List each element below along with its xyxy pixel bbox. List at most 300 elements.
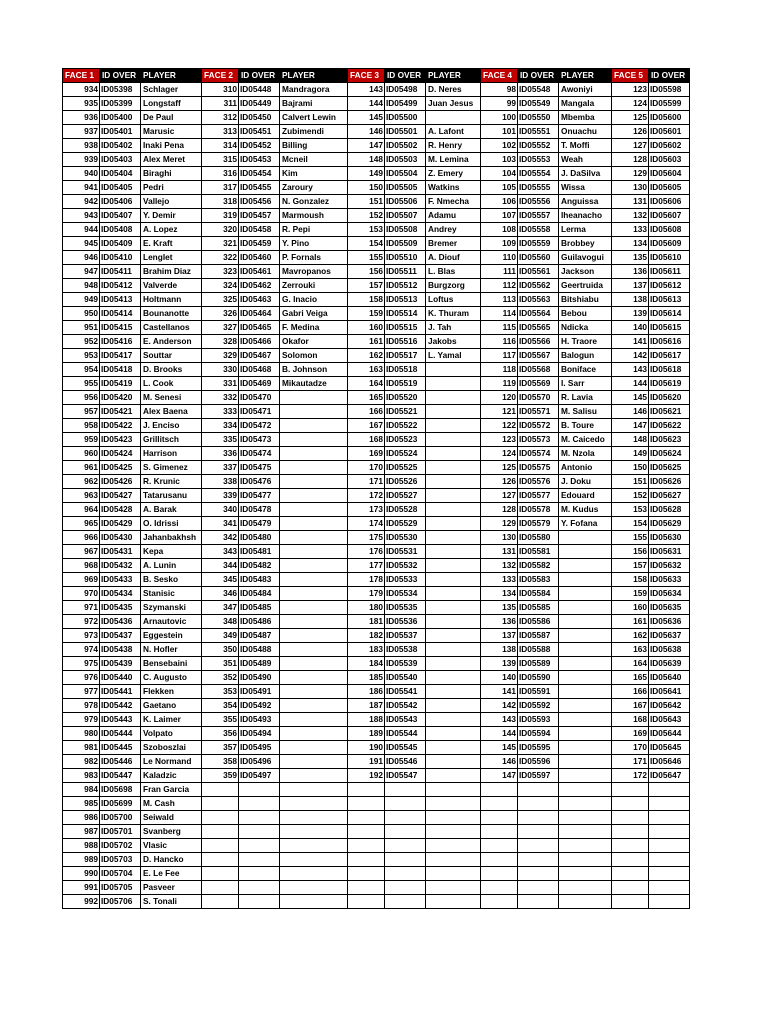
player-cell: Zerrouki <box>280 279 348 293</box>
id-over-cell: ID05612 <box>649 279 690 293</box>
id-over-cell: ID05435 <box>100 601 141 615</box>
id-over-cell: ID05488 <box>239 643 280 657</box>
id-over-cell: ID05614 <box>649 307 690 321</box>
id-over-cell: ID05468 <box>239 363 280 377</box>
id-over-cell: ID05429 <box>100 517 141 531</box>
player-cell: Alex Baena <box>141 405 202 419</box>
face-number-cell: 152 <box>612 489 649 503</box>
face-number-cell <box>481 825 518 839</box>
id-over-cell: ID05502 <box>385 139 426 153</box>
player-cell: O. Idrissi <box>141 517 202 531</box>
face-number-cell: 127 <box>481 489 518 503</box>
face-number-cell: 131 <box>481 545 518 559</box>
id-over-cell <box>239 853 280 867</box>
face-number-cell: 945 <box>63 237 100 251</box>
player-cell: Svanberg <box>141 825 202 839</box>
face-number-cell: 182 <box>348 629 385 643</box>
table-row <box>63 601 690 615</box>
table-row <box>63 167 690 181</box>
player-cell: Volpato <box>141 727 202 741</box>
player-cell: Juan Jesus <box>426 97 481 111</box>
face-number-cell: 191 <box>348 755 385 769</box>
id-over-cell: ID05582 <box>518 559 559 573</box>
id-over-cell: ID05407 <box>100 209 141 223</box>
id-over-cell: ID05506 <box>385 195 426 209</box>
player-cell: Andrey <box>426 223 481 237</box>
face-number-cell: 948 <box>63 279 100 293</box>
player-cell <box>426 433 481 447</box>
face-number-cell: 158 <box>612 573 649 587</box>
id-over-cell: ID05572 <box>518 419 559 433</box>
face-number-cell: 131 <box>612 195 649 209</box>
table-row <box>63 125 690 139</box>
player-cell <box>426 517 481 531</box>
face-number-cell: 958 <box>63 419 100 433</box>
id-over-cell: ID05482 <box>239 559 280 573</box>
face-number-cell: 972 <box>63 615 100 629</box>
player-cell: Edouard <box>559 489 612 503</box>
player-cell: Burgzorg <box>426 279 481 293</box>
face-number-cell: 162 <box>348 349 385 363</box>
player-cell <box>280 671 348 685</box>
face-number-cell: 144 <box>348 97 385 111</box>
face-number-cell: 188 <box>348 713 385 727</box>
table-row <box>63 153 690 167</box>
face-number-cell: 142 <box>612 349 649 363</box>
id-over-cell: ID05451 <box>239 125 280 139</box>
id-over-cell: ID05444 <box>100 727 141 741</box>
id-over-cell <box>385 783 426 797</box>
player-cell <box>559 741 612 755</box>
face-number-cell: 316 <box>202 167 239 181</box>
player-cell: Mandragora <box>280 83 348 97</box>
id-over-cell: ID05487 <box>239 629 280 643</box>
face-number-cell: 127 <box>612 139 649 153</box>
table-row <box>63 335 690 349</box>
player-cell: Valverde <box>141 279 202 293</box>
face-number-cell <box>481 895 518 909</box>
player-cell <box>426 587 481 601</box>
player-cell: Okafor <box>280 335 348 349</box>
id-over-cell: ID05495 <box>239 741 280 755</box>
face-number-cell: 988 <box>63 839 100 853</box>
player-cell: Kepa <box>141 545 202 559</box>
face-number-cell: 98 <box>481 83 518 97</box>
player-cell <box>426 419 481 433</box>
id-over-cell: ID05493 <box>239 713 280 727</box>
id-over-cell: ID05447 <box>100 769 141 783</box>
player-cell: M. Cash <box>141 797 202 811</box>
id-over-cell: ID05545 <box>385 741 426 755</box>
id-over-cell: ID05464 <box>239 307 280 321</box>
face-number-cell <box>612 825 649 839</box>
face-number-cell: 950 <box>63 307 100 321</box>
id-over-cell <box>518 853 559 867</box>
player-cell: R. Lavia <box>559 391 612 405</box>
table-row <box>63 741 690 755</box>
face-number-cell: 123 <box>612 83 649 97</box>
face-number-cell: 147 <box>481 769 518 783</box>
face-number-cell: 934 <box>63 83 100 97</box>
player-cell <box>280 867 348 881</box>
table-row <box>63 419 690 433</box>
face-number-cell: 145 <box>481 741 518 755</box>
id-over-cell: ID05538 <box>385 643 426 657</box>
player-cell <box>426 601 481 615</box>
player-cell <box>280 727 348 741</box>
player-cell <box>426 363 481 377</box>
player-cell: Iheanacho <box>559 209 612 223</box>
player-cell <box>426 405 481 419</box>
id-over-cell: ID05473 <box>239 433 280 447</box>
face-number-cell: 339 <box>202 489 239 503</box>
id-over-cell: ID05501 <box>385 125 426 139</box>
table-row <box>63 503 690 517</box>
face-number-cell: 342 <box>202 531 239 545</box>
id-over-cell: ID05700 <box>100 811 141 825</box>
player-cell <box>426 671 481 685</box>
table-row <box>63 797 690 811</box>
face-number-cell: 124 <box>481 447 518 461</box>
id-over-cell <box>649 797 690 811</box>
face-number-cell <box>348 783 385 797</box>
id-over-cell: ID05524 <box>385 447 426 461</box>
id-over-cell: ID05550 <box>518 111 559 125</box>
id-over-cell: ID05584 <box>518 587 559 601</box>
id-over-cell: ID05592 <box>518 699 559 713</box>
id-over-cell <box>385 867 426 881</box>
id-over-cell <box>239 797 280 811</box>
table-body <box>63 83 690 909</box>
face-number-cell: 164 <box>612 657 649 671</box>
face-number-cell: 953 <box>63 349 100 363</box>
id-over-cell: ID05472 <box>239 419 280 433</box>
player-cell <box>280 881 348 895</box>
player-cell <box>426 475 481 489</box>
face-number-cell: 169 <box>612 727 649 741</box>
player-cell <box>559 769 612 783</box>
face-number-cell: 135 <box>481 601 518 615</box>
id-over-cell <box>239 811 280 825</box>
face-number-cell: 163 <box>612 643 649 657</box>
id-over-cell <box>239 839 280 853</box>
player-cell: Pasveer <box>141 881 202 895</box>
player-cell: Souttar <box>141 349 202 363</box>
player-cell <box>280 405 348 419</box>
face-number-cell: 946 <box>63 251 100 265</box>
player-cell: Inaki Pena <box>141 139 202 153</box>
id-over-cell: ID05427 <box>100 489 141 503</box>
id-over-cell: ID05409 <box>100 237 141 251</box>
player-cell: Loftus <box>426 293 481 307</box>
table-row <box>63 657 690 671</box>
face-number-cell: 954 <box>63 363 100 377</box>
player-cell: I. Sarr <box>559 377 612 391</box>
face-number-cell: 327 <box>202 321 239 335</box>
face-number-cell: 164 <box>348 377 385 391</box>
face-number-cell: 941 <box>63 181 100 195</box>
id-over-cell: ID05520 <box>385 391 426 405</box>
table-row <box>63 629 690 643</box>
id-over-cell: ID05542 <box>385 699 426 713</box>
id-over-cell: ID05541 <box>385 685 426 699</box>
table-row <box>63 181 690 195</box>
table-row <box>63 867 690 881</box>
face-number-cell: 138 <box>481 643 518 657</box>
player-cell: Szymanski <box>141 601 202 615</box>
player-cell <box>426 461 481 475</box>
face-number-cell <box>481 811 518 825</box>
player-cell: Balogun <box>559 349 612 363</box>
id-over-cell: ID05627 <box>649 489 690 503</box>
id-over-cell <box>518 867 559 881</box>
id-over-cell: ID05413 <box>100 293 141 307</box>
id-over-cell: ID05567 <box>518 349 559 363</box>
id-over-cell <box>385 853 426 867</box>
id-over-cell: ID05470 <box>239 391 280 405</box>
table-row <box>63 223 690 237</box>
id-over-cell: ID05529 <box>385 517 426 531</box>
id-over-cell <box>518 895 559 909</box>
face-number-cell: 965 <box>63 517 100 531</box>
id-over-cell <box>649 881 690 895</box>
id-over-cell: ID05568 <box>518 363 559 377</box>
face-number-cell: 147 <box>612 419 649 433</box>
id-over-cell: ID05551 <box>518 125 559 139</box>
face-number-cell: 140 <box>481 671 518 685</box>
face-number-cell: 181 <box>348 615 385 629</box>
player-cell: Lerma <box>559 223 612 237</box>
face-number-cell: 171 <box>348 475 385 489</box>
table-row <box>63 97 690 111</box>
id-over-cell: ID05419 <box>100 377 141 391</box>
id-over-cell: ID05401 <box>100 125 141 139</box>
id-over-cell: ID05474 <box>239 447 280 461</box>
face1-header: FACE 1 <box>63 69 100 83</box>
id-over-cell: ID05503 <box>385 153 426 167</box>
face-number-cell: 353 <box>202 685 239 699</box>
id-over-cell: ID05705 <box>100 881 141 895</box>
player-cell <box>426 867 481 881</box>
id-over-cell: ID05619 <box>649 377 690 391</box>
player-cell: Seiwald <box>141 811 202 825</box>
table-row <box>63 727 690 741</box>
face-number-cell: 170 <box>348 461 385 475</box>
player-cell <box>426 741 481 755</box>
table-row <box>63 321 690 335</box>
player-cell <box>559 867 612 881</box>
table-row <box>63 405 690 419</box>
player-cell: R. Krunic <box>141 475 202 489</box>
face-number-cell <box>612 797 649 811</box>
id-over-cell: ID05581 <box>518 545 559 559</box>
id-over-cell: ID05608 <box>649 223 690 237</box>
face-number-cell: 157 <box>612 559 649 573</box>
player-cell <box>280 461 348 475</box>
face-number-cell: 129 <box>612 167 649 181</box>
face-number-cell: 128 <box>612 153 649 167</box>
player-cell <box>426 713 481 727</box>
face-number-cell: 175 <box>348 531 385 545</box>
id-over-cell: ID05530 <box>385 531 426 545</box>
id-over-cell: ID05558 <box>518 223 559 237</box>
player-cell <box>426 769 481 783</box>
player-cell <box>280 853 348 867</box>
player-cell: J. Tah <box>426 321 481 335</box>
player-header: PLAYER <box>141 69 202 83</box>
player-cell: Guilavogui <box>559 251 612 265</box>
player-cell <box>559 657 612 671</box>
id-over-cell: ID05631 <box>649 545 690 559</box>
face-number-cell: 125 <box>612 111 649 125</box>
face-number-cell: 159 <box>348 307 385 321</box>
face-number-cell: 171 <box>612 755 649 769</box>
id-over-cell: ID05456 <box>239 195 280 209</box>
table-row <box>63 643 690 657</box>
face-number-cell: 355 <box>202 713 239 727</box>
player-cell <box>280 755 348 769</box>
player-cell: B. Toure <box>559 419 612 433</box>
face-number-cell: 165 <box>612 671 649 685</box>
face-number-cell: 351 <box>202 657 239 671</box>
table-row <box>63 293 690 307</box>
player-cell: S. Tonali <box>141 895 202 909</box>
face-number-cell <box>202 797 239 811</box>
player-cell: Marmoush <box>280 209 348 223</box>
player-cell: Mbemba <box>559 111 612 125</box>
player-cell: Kim <box>280 167 348 181</box>
face-number-cell: 338 <box>202 475 239 489</box>
face-number-cell: 150 <box>612 461 649 475</box>
player-cell <box>426 825 481 839</box>
id-over-cell: ID05436 <box>100 615 141 629</box>
face-number-cell: 990 <box>63 867 100 881</box>
id-over-cell: ID05462 <box>239 279 280 293</box>
id-over-cell: ID05561 <box>518 265 559 279</box>
id-over-cell: ID05422 <box>100 419 141 433</box>
face-number-cell: 337 <box>202 461 239 475</box>
face-number-cell: 329 <box>202 349 239 363</box>
player-cell <box>559 853 612 867</box>
face-number-cell: 936 <box>63 111 100 125</box>
player-cell <box>280 839 348 853</box>
id-over-cell: ID05634 <box>649 587 690 601</box>
face-number-cell <box>481 797 518 811</box>
face-number-cell: 144 <box>612 377 649 391</box>
face-number-cell: 957 <box>63 405 100 419</box>
face-number-cell: 977 <box>63 685 100 699</box>
id-over-cell: ID05449 <box>239 97 280 111</box>
id-over-cell: ID05594 <box>518 727 559 741</box>
face-number-cell: 180 <box>348 601 385 615</box>
id-over-cell: ID05408 <box>100 223 141 237</box>
face-number-cell: 158 <box>348 293 385 307</box>
face-number-cell: 331 <box>202 377 239 391</box>
face-number-cell: 138 <box>612 293 649 307</box>
player-face-table <box>62 68 690 909</box>
id-over-cell: ID05499 <box>385 97 426 111</box>
player-cell <box>559 797 612 811</box>
player-cell: Alex Meret <box>141 153 202 167</box>
player-cell: Pedri <box>141 181 202 195</box>
face-number-cell: 341 <box>202 517 239 531</box>
player-cell <box>559 713 612 727</box>
face-number-cell <box>348 839 385 853</box>
face-number-cell: 110 <box>481 251 518 265</box>
id-over-cell: ID05398 <box>100 83 141 97</box>
player-cell <box>426 629 481 643</box>
player-cell <box>280 433 348 447</box>
id-over-cell: ID05573 <box>518 433 559 447</box>
id-over-cell: ID05486 <box>239 615 280 629</box>
face-number-cell: 157 <box>348 279 385 293</box>
face-number-cell: 345 <box>202 573 239 587</box>
id-over-cell: ID05628 <box>649 503 690 517</box>
player-cell <box>280 783 348 797</box>
id-over-cell: ID05494 <box>239 727 280 741</box>
table-row <box>63 783 690 797</box>
id-over-cell: ID05403 <box>100 153 141 167</box>
player-cell: A. Lunin <box>141 559 202 573</box>
id-over-cell <box>518 797 559 811</box>
face-number-cell: 124 <box>612 97 649 111</box>
id-over-cell: ID05617 <box>649 349 690 363</box>
id-over-cell: ID05588 <box>518 643 559 657</box>
face-number-cell: 118 <box>481 363 518 377</box>
id-over-cell: ID05609 <box>649 237 690 251</box>
id-over-cell: ID05704 <box>100 867 141 881</box>
player-cell: Fran Garcia <box>141 783 202 797</box>
id-over-cell: ID05437 <box>100 629 141 643</box>
player-cell: E. Le Fee <box>141 867 202 881</box>
player-cell <box>280 475 348 489</box>
player-cell <box>280 895 348 909</box>
player-cell: Marusic <box>141 125 202 139</box>
id-over-cell <box>239 783 280 797</box>
id-over-cell: ID05440 <box>100 671 141 685</box>
face-number-cell: 987 <box>63 825 100 839</box>
id-over-cell: ID05579 <box>518 517 559 531</box>
face-number-cell: 985 <box>63 797 100 811</box>
id-over-cell: ID05621 <box>649 405 690 419</box>
player-cell: J. Enciso <box>141 419 202 433</box>
id-over-cell: ID05539 <box>385 657 426 671</box>
id-over-cell: ID05515 <box>385 321 426 335</box>
face-number-cell <box>348 811 385 825</box>
id-over-cell: ID05497 <box>239 769 280 783</box>
id-over-cell <box>518 825 559 839</box>
face-number-cell: 103 <box>481 153 518 167</box>
face-number-cell: 142 <box>481 699 518 713</box>
face-number-cell: 100 <box>481 111 518 125</box>
id-over-cell: ID05598 <box>649 83 690 97</box>
id-over-cell: ID05643 <box>649 713 690 727</box>
id-over-cell: ID05623 <box>649 433 690 447</box>
face-number-cell: 973 <box>63 629 100 643</box>
face-number-cell: 143 <box>612 363 649 377</box>
player-cell: R. Henry <box>426 139 481 153</box>
id-over-cell: ID05463 <box>239 293 280 307</box>
id-over-cell: ID05534 <box>385 587 426 601</box>
player-cell: Tatarusanu <box>141 489 202 503</box>
id-over-cell: ID05535 <box>385 601 426 615</box>
face-number-cell: 150 <box>348 181 385 195</box>
face-number-cell <box>481 783 518 797</box>
id-over-cell: ID05423 <box>100 433 141 447</box>
player-cell: Calvert Lewin <box>280 111 348 125</box>
id-over-cell <box>649 825 690 839</box>
id-over-cell: ID05417 <box>100 349 141 363</box>
